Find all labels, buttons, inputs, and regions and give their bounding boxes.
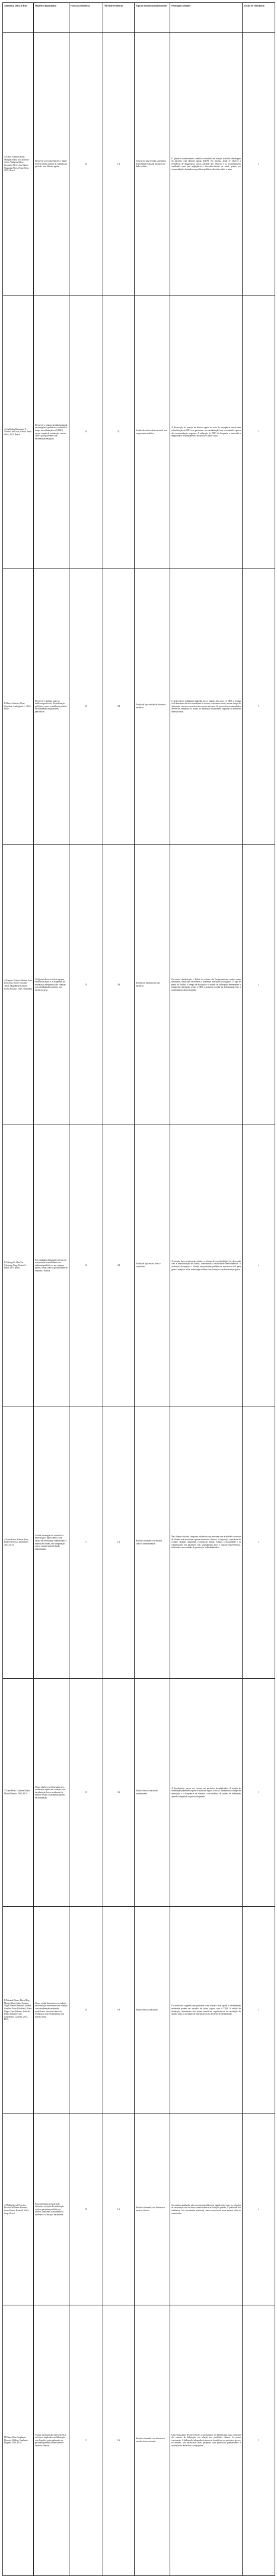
cell-type: Revisão sistemática de literatura e estudos observacionais. [135,2305,170,2576]
cell-score: 4 [243,1125,275,1406]
header-findings: Principais achados [170,3,243,33]
table-row [3,2305,275,2576]
cell-force: III [69,33,103,296]
cell-score: 3 [243,1907,275,2114]
cell-score: 3 [243,33,275,296]
cell-objective: Descrever e analisar quais os melhores protocolos de reidratação pediátrica, como os melhores padrões de reidratação em pacientes pediátricos. [34,568,69,845]
cell-type: Revisão de literatura do tipo narrativa. [135,845,170,1125]
cell-level: 2B [103,1125,135,1406]
cell-score: 3 [243,2305,275,2576]
cell-findings: Os termos desidratação e déficit de volume são frequentemente usados como sinônimos, sendo que se referem a diferentes alterações fisiológicas. O tipo de perda de fluidos, o tempo de evolução e o estado de hidratação determinam o tratamento adequado, sendo a TRO a primeira escolha na desidratação leve a moderada em diarreia aguda. [170,845,243,1125]
cell-score: 3 [243,296,275,568]
cell-authors: B Yuhong Li, Hua Xu, Xiaoyang Ying, Robert G. Hahn, 2014 Brasil [3,1125,34,1406]
cell-score: 3 [243,1679,275,1907]
table-row [3,2114,275,2305]
cell-score: 3 [243,1406,275,1679]
cell-authors: A Sona Kiran, Frances Ross, Paul O'Dowoch, Jai Roberts 2014, EUA [3,1406,34,1679]
cell-level: 1A [103,33,135,296]
header-level: Nível de evidência [103,3,135,33]
table-row [3,1406,275,1679]
cell-authors: A Romero Urbieta Medina, Ivan Luis Solis, Rocio Vizcaino Tenas, Magdalena Carmen Larios Rosario, 2013, Venezuela [3,845,34,1125]
cell-findings: O protocolo de reidratação indicado para a maioria dos casos é a TRO. A terapia oral demonstra eficácia semelhante à venosa, com menor custo, menor tempo de internação e menor ocorrência de eventos adversos. Os protocolos recomendados devem ser adaptados ao estado de hidratação do paciente, seguindo as diretrizes internacionais. [170,568,243,845]
cell-force: III [69,568,103,845]
cell-findings: O grande é conhecimento científico orientado em relação à melhor abordagem do paciente com diarreia aguda (DDA). No entanto, ainda se observa a frequência de diagnósticos fracos advindo dos médicos e as recomendações resultando tanto por negligência e desconhecimento de saúde quanto por recomendações fundadas em políticas públicas, diretrizes sobre o tema. [170,33,243,296]
cell-findings: A observação do manejo da diarreia aguda no setor de emergência revela uma subutilização da TRO nos pacientes com desidratação leve e moderada, apesar das recomendações vigentes. A utilização da TRV foi frequente e associada a tempo maior de permanência no serviço e maior custo. [170,296,243,568]
cell-authors: A Phillip Goyal, Ferreira, Ricardo Williams Azevedo, Jeron Mattos Hartwell, Silva Corp, Brasil [3,2114,34,2305]
cell-type: Ensaio clínico controlado randomizado. [135,1679,170,1907]
cell-type: Ensaio clínico controlado. [135,1907,170,2114]
cell-findings: A redução da recorrência de vômitos e volume de soro fisiológico foi observada com a administração de fluidos, aumentando a estabilidade hemodinâmica. A avaliação da resposta a fluidos em pacientes pediátricos mostrou-se útil para guiar a terapia e evitar sobrecarga volêmica em crianças com desidratação grave. [170,1125,243,1406]
evidence-table [2,2,275,2576]
cell-score: 4 [243,845,275,1125]
evidence-table-page [2,2,275,2576]
cell-authors: B Marco Gustavo Alves Gonzalez, Andréghetti L, 2016, Chile [3,568,34,845]
cell-authors: A Analfadeu Damiamor P. Vitorino da Costa, Glevia Ponto Silva, 2011, Brasil [3,296,34,568]
cell-level: 1A [103,1406,135,1679]
cell-objective: Avaliar estratégias de controle da hemorragia e hipovolemia, com ênfase em reidratação administrada e manejo de fluidos, em comparação com o volume total de fluido administrado. [34,1406,69,1679]
cell-authors: B Eduardo Bravo, David Hay, Marija Glind, Isabel Soriano, Vogel, Daniel Benoliel, Aurélia Gunther, Peter Wirchfeld, Klaus Unger, Erna Pehrson, Jolie del Pinto, Mariano Conc Castellanos, Laurenz, 2014, EUA [3,1907,34,2114]
cell-findings: Nas últimas décadas, surgiram evidências que mostram que a infusão excessiva de fluidos está associada a piores desfechos clínicos. A reposição controlada de volume, quando comparada à reposição liberal, reduziu a mortalidade e as complicações em pacientes com sangramento ativo e choque hipovolêmico, indicando a necessidade de protocolos individualizados. [170,1406,243,1679]
cell-objective: Foi estudada a hidratação em fase de recuperação hemodinâmica no ambiente pediátrico e em crianças graves, assim como a possibilidade de resposta à fluidos. [34,1125,69,1406]
cell-force: II [69,1125,103,1406]
cell-objective: O objetivo desta revisão é agrupar evidências atuais e os esquemas de reidratação adequados para crianças com desidratação isotônica com perdas de peso. [34,845,69,1125]
cell-level: 1A [103,2305,135,2576]
cell-type: Estudo descritivo observacional com componente analítico. [135,296,170,568]
cell-findings: Uma vasta gama de intervenções e mecanismos foi identificada, mas a eficácia dos estudos de hidratação em relação aos resultados clínicos foi pouco consistente. A hidratação adequada demonstrou benefícios em pacientes graves; no entanto, são necessárias mais pesquisas com protocolos padronizados e avaliação de desfechos a longo prazo. [170,2305,243,2576]
cell-force: I [69,1406,103,1679]
table-row [3,33,275,296]
cell-type: Estudo de tipo ensaio clínico controlado. [135,1125,170,1406]
cell-authors: M Diane Bran, Stephanie Howard, Wildon, Stephanie Blagner, 2014, EUA [3,2305,34,2576]
cell-force: II [69,2114,103,2305]
cell-force: I [69,2305,103,2576]
header-type: Tipo de estudo ou instrumento [135,3,170,33]
cell-authors: A Kiélia Valentin Brasil, Marques Maria do Cateriono Alves, Vanhessa Silva, Cerqueira Neves dos Santos Nogueira Alves, Ponto Silva, 2015, Brasil [3,33,34,296]
cell-level: 2C [103,296,135,568]
table-row [3,845,275,1125]
cell-type: Trata-se de uma revisão sistemática de literatura realizada nas bases de dados online. [135,33,170,296]
cell-objective: Descrever as recomendações e diante sobre a melhor prática de cuidados ao paciente com diarreia aguda. [34,33,69,296]
cell-findings: A desidratação parece ser comum em pacientes hospitalizados. A terapia de reidratação parenteral rápida se mostrou segura e eficaz, diminuindo o tempo de internação e a frequência de vômitos, com melhora do estado de hidratação quando comparada ao protocolo padrão. [170,1679,243,1907]
cell-objective: Para determinar a eficácia de diferentes soluções de reidratação oral em pacientes pediátricos e adultos, avaliando a qualidade da evidência e a duração da diarreia. [34,2114,69,2305]
cell-force: II [69,1679,103,1907]
cell-authors: Y Anne Rene, Catarina Alfaro, Mattia Drassio, 2012, EUA [3,1679,34,1907]
header-authors: Autor(es), Data & País [3,3,34,33]
cell-type: Revisão sistemática de literatura e ensaios clínicos. [135,2114,170,2305]
table-row [3,1679,275,1907]
cell-level: 1B [103,1907,135,2114]
cell-objective: Avaliar a eficácia das intervenções e os fatores implicados na hidratação com líquidos, principalmente em pacientes pediátricos em diversos cenários clínicos. [34,2305,69,2576]
table-row [3,1125,275,1406]
cell-force: II [69,1907,103,2114]
cell-objective: Nosso objetivo foi determinar se a reidratação rápida em crianças com desidratação leve e moderada foi melhor do que o tratamento padrão em hidratação. [34,1679,69,1907]
header-force: Força da evidência [69,3,103,33]
cell-type: Estudo de tipo revisão de literatura narrativa. [135,568,170,845]
header-score: Escala de relevância [243,3,275,33]
table-row [3,568,275,845]
table-row [3,296,275,568]
cell-level: 3B [103,568,135,845]
cell-level: 1A [103,2114,135,2305]
table-row [3,1907,275,2114]
cell-findings: Os resultados sugerem que pacientes com diarreia viral aguda e desidratação moderada podem ser tratados de forma segura com a TRO. A adição de hidratação intravenosa não trouxe benefícios significativos na resolução do quadro clínico, no tempo de internação ou no desfecho de desidratação. [170,1907,243,2114]
cell-force: II [69,296,103,568]
cell-score: 3 [243,568,275,845]
cell-level: 2B [103,845,135,1125]
cell-objective: Descrever o manejo da diarreia aguda na emergência pediátrica, avaliando o tempo de reidratação oral (TRO) versus terapia de reidratação venosa (TRV) para pacientes com desidratação em graus. [34,296,69,568]
header-objective: Objetivo da pesquisa [34,3,69,33]
cell-type: Revisão sistemática de ensaios clínicos randomizados. [135,1406,170,1679]
cell-score: 4 [243,2114,275,2305]
cell-findings: Os estudos analisados não encontraram diferença significativa entre as soluções de reidratação oral de baixa osmolaridade e as soluções padrão. A qualidade das evidências foi considerada moderada, sendo necessários mais ensaios clínicos controlados. [170,2114,243,2305]
table-header-row [3,3,275,33]
cell-force: II [69,845,103,1125]
cell-level: 1B [103,1679,135,1907]
cell-objective: Nosso estudo determinou se a adição de hidratação intravenosa em crianças com desidratação moderada modificou a acurácia clínica da reidratação oral em pacientes com diarreia viral. [34,1907,69,2114]
